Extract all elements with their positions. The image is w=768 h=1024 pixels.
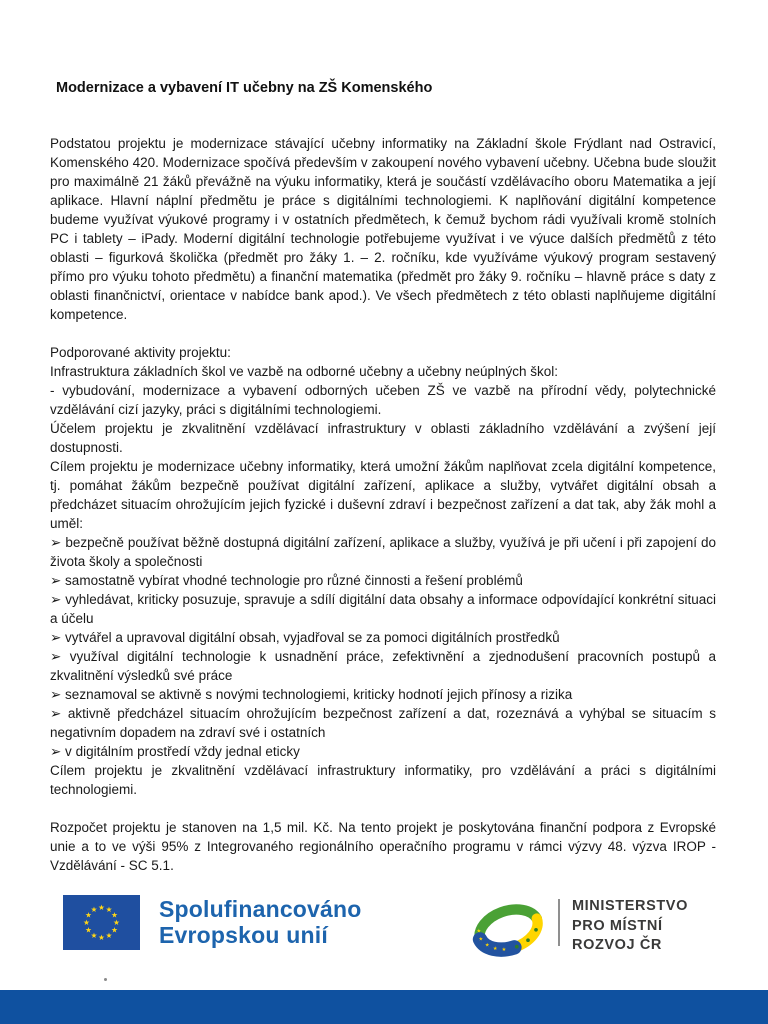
ministry-text [572,897,688,956]
svg-text:★: ★ [111,925,118,935]
paragraph: Cílem projektu je modernizace učebny informatiky, která umožní žákům naplňovat zcela digitální kompetence, tj. pomáhat žákům bezpečně používat digitální zařízení, aplikace a služby, vytvářet digitální obsah a předcházet situacím ohrožujícím jejich fyzické i duševní zdraví i bezpečnost zařízení a dat tak, aby žák mohl a uměl: [50,459,716,531]
ministry-line3: ROZVOJ ČR [572,937,662,953]
paragraph: ➢ vyhledávat, kriticky posuzuje, spravuje a sdílí digitální data obsahy a informace odpovídající konkrétní situaci a účelu [50,592,716,626]
paragraph: Podstatou projektu je modernizace stávající učebny informatiky na Základní škole Frýdlant nad Ostravicí, Komenského 420. Modernizace spočívá především v zakoupení nového vybavení učebny. Učebna bude sloužit pro maximálně 21 žáků převážně na výuku informatiky, která je součástí vzdělávacího oboru Matematika a její aplikace. Hlavní náplní předmětu je práce s digitálními technologiemi. K naplňování digitální kompetence budeme využívat výukové programy i v ostatních předmětech, k čemuž bychom rádi využívali kromě stolních PC i tablety – iPady. Moderní digitální technologie potřebujeme využívat i ve výuce dalších předmětů z této oblasti – figurková školička (předmět pro žáky 1. – 2. ročníku, kde využíváme výukový program sestavený přímo pro výuku tohoto předmětu) a finanční matematika (předmět pro žáky 9. ročníku – hlavně práce s daty z oblasti finančnictví, orientace v nabídce bank apod.). Ve všech předmětech z této oblasti naplňujeme digitální kompetence. [50,136,716,322]
svg-text:★: ★ [85,925,92,935]
svg-text:★: ★ [501,946,507,953]
svg-text:★: ★ [105,905,113,915]
paragraph: ➢ vytvářel a upravoval digitální obsah, vyjadřoval se za pomoci digitálních prostředků [50,630,560,645]
paragraph: ➢ využíval digitální technologie k usnadnění práce, zefektivnění a zjednodušení pracovních postupů a zkvalitnění výsledků své práce [50,649,716,683]
footer-logos [0,893,768,963]
eu-cofunded-line1: Spolufinancováno [159,896,362,922]
svg-text:★: ★ [484,942,490,949]
ministry-logo [468,896,688,962]
ministry-line1: MINISTERSTVO [572,898,688,914]
paragraph-gap [50,799,716,818]
footer-blue-bar [0,990,768,1024]
paragraph: Účelem projektu je zkvalitnění vzdělávací infrastruktury v oblasti základního vzdělávání a zvýšení její dostupnosti. [50,421,716,455]
eu-cofunded-line2: Evropskou unií [159,922,328,948]
paragraph: Infrastruktura základních škol ve vazbě na odborné učebny a učebny neúplných škol: [50,364,559,379]
svg-text:★: ★ [476,928,482,935]
svg-text:★: ★ [492,946,498,953]
eu-flag-icon [63,895,140,950]
svg-text:★: ★ [90,931,98,941]
ministry-emblem-icon [468,896,548,962]
svg-text:★: ★ [105,931,113,941]
document-body [50,79,716,875]
paragraph: ➢ samostatně vybírat vhodné technologie pro různé činnosti a řešení problémů [50,573,523,588]
svg-text:★: ★ [98,933,105,943]
paragraph: ➢ v digitálním prostředí vždy jednal eticky [50,744,300,759]
paragraph: ➢ bezpečně používat běžně dostupná digitální zařízení, aplikace a služby, využívá je při učení i při zapojení do života školy a společnosti [50,535,716,569]
paragraph: ➢ aktivně předcházel situacím ohrožujícím bezpečnost zařízení a dat, rozeznává a vyhýbal se situacím s negativním dopadem na zdraví své i ostatních [50,706,716,740]
svg-text:★: ★ [85,910,92,920]
svg-text:★: ★ [98,903,105,913]
svg-text:★: ★ [478,936,484,943]
svg-text:★: ★ [83,918,90,928]
svg-text:★: ★ [90,905,98,915]
paragraph: Rozpočet projektu je stanoven na 1,5 mil. Kč. Na tento projekt je poskytována finanční podpora z Evropské unie a to ve výši 95% z Integrovaného regionálního operačního programu v rámci výzvy 48. výzva IROP - Vzdělávání - SC 5.1. [50,820,716,873]
eu-cofunded-logo [63,895,362,950]
paragraph: ➢ seznamoval se aktivně s novými technologiemi, kriticky hodnotí jejich přínosy a rizika [50,687,573,702]
ministry-line2: PRO MÍSTNÍ [572,917,663,934]
svg-text:★: ★ [113,918,120,928]
paragraph: Podporované aktivity projektu: [50,345,231,360]
document-title: Modernizace a vybavení IT učebny na ZŠ Komenského [56,80,433,96]
ministry-logo-divider [558,899,560,946]
paragraph-gap [50,115,716,134]
paragraph-gap [50,324,716,343]
paragraph: - vybudování, modernizace a vybavení odborných učeben ZŠ ve vazbě na přírodní vědy, polytechnické vzdělávání cizí jazyky, práci s digitálními technologiemi. [50,383,716,417]
svg-text:★: ★ [111,910,118,920]
eu-cofunded-text [159,896,362,948]
paragraph: Cílem projektu je zkvalitnění vzdělávací infrastruktury informatiky, pro vzdělávání a práci s digitálními technologiemi. [50,763,716,797]
page-artifact-dot [104,978,107,981]
